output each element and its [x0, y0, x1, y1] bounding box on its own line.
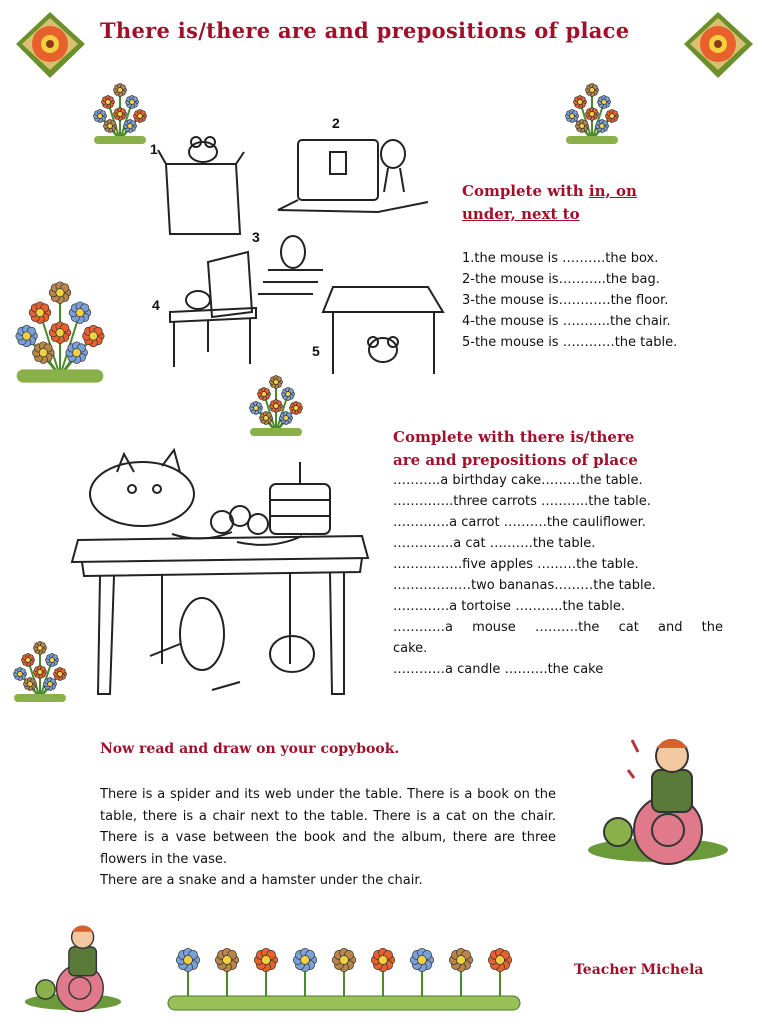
sentence-line: ………………two bananas………the table.	[393, 578, 656, 593]
exercise3-heading: Now read and draw on your copybook.	[100, 741, 400, 757]
exercise3-text	[100, 784, 556, 891]
snail-character-icon	[578, 720, 738, 870]
sentence-line: ………….a carrot ……….the cauliflower.	[393, 515, 646, 530]
picture-number: 4	[152, 297, 160, 313]
sentence-line: ………….a tortoise ………..the table.	[393, 599, 625, 614]
sentence-line: …………a candle ……….the cake	[393, 662, 604, 677]
flower-bouquet-icon	[562, 80, 622, 150]
sentence-line: 2-the mouse is………..the bag.	[462, 272, 660, 287]
page-title: There is/there are and prepositions of place	[100, 18, 630, 43]
sentence-line: cake.	[393, 641, 428, 656]
sentence-line: …………..a cat ……….the table.	[393, 536, 596, 551]
sentence-line: 3-the mouse is…………the floor.	[462, 293, 669, 308]
flower-bouquet-icon	[10, 638, 70, 708]
sentence-line: 1.the mouse is ……….the box.	[462, 251, 659, 266]
picture-number: 1	[150, 141, 158, 157]
snail-character-icon	[18, 910, 128, 1018]
corner-ornament-right	[678, 4, 758, 84]
exercise1-heading: Complete with in, on under, next to	[462, 182, 637, 223]
sentence-line: ………..a birthday cake………the table.	[393, 473, 643, 488]
corner-ornament-left	[10, 4, 90, 84]
table-scene-illustration	[62, 444, 382, 714]
flower-bouquet-icon	[10, 276, 110, 396]
flower-bouquet-icon	[90, 80, 150, 150]
flower-border-icon	[168, 938, 520, 1012]
exercise3-paragraph: There is a spider and its web under the table. There is a book on the table, there is a chair next to the table. There is a cat on the chair. There is a vase between the book and the album, there are three flowers in the vase.	[100, 787, 556, 867]
exercise3-last-line: There are a snake and a hamster under the chair.	[100, 873, 423, 888]
picture-number: 3	[252, 229, 260, 245]
sentence-line: …………….five apples ………the table.	[393, 557, 639, 572]
sentence-line: 4-the mouse is ………..the chair.	[462, 314, 671, 329]
signature: Teacher Michela	[574, 962, 704, 978]
sentence-line: …………a mouse ……….the cat and the	[393, 620, 723, 635]
sentence-line: …………..three carrots ………..the table.	[393, 494, 651, 509]
picture-number: 2	[332, 115, 340, 131]
picture-number: 5	[312, 343, 320, 359]
mouse-prepositions-illustration	[148, 112, 448, 392]
exercise2-sentences	[393, 470, 723, 680]
exercise1-sentences	[462, 248, 677, 353]
sentence-line: 5-the mouse is …………the table.	[462, 335, 678, 350]
exercise2-heading: Complete with there is/there are and prepositions of place	[393, 428, 638, 469]
